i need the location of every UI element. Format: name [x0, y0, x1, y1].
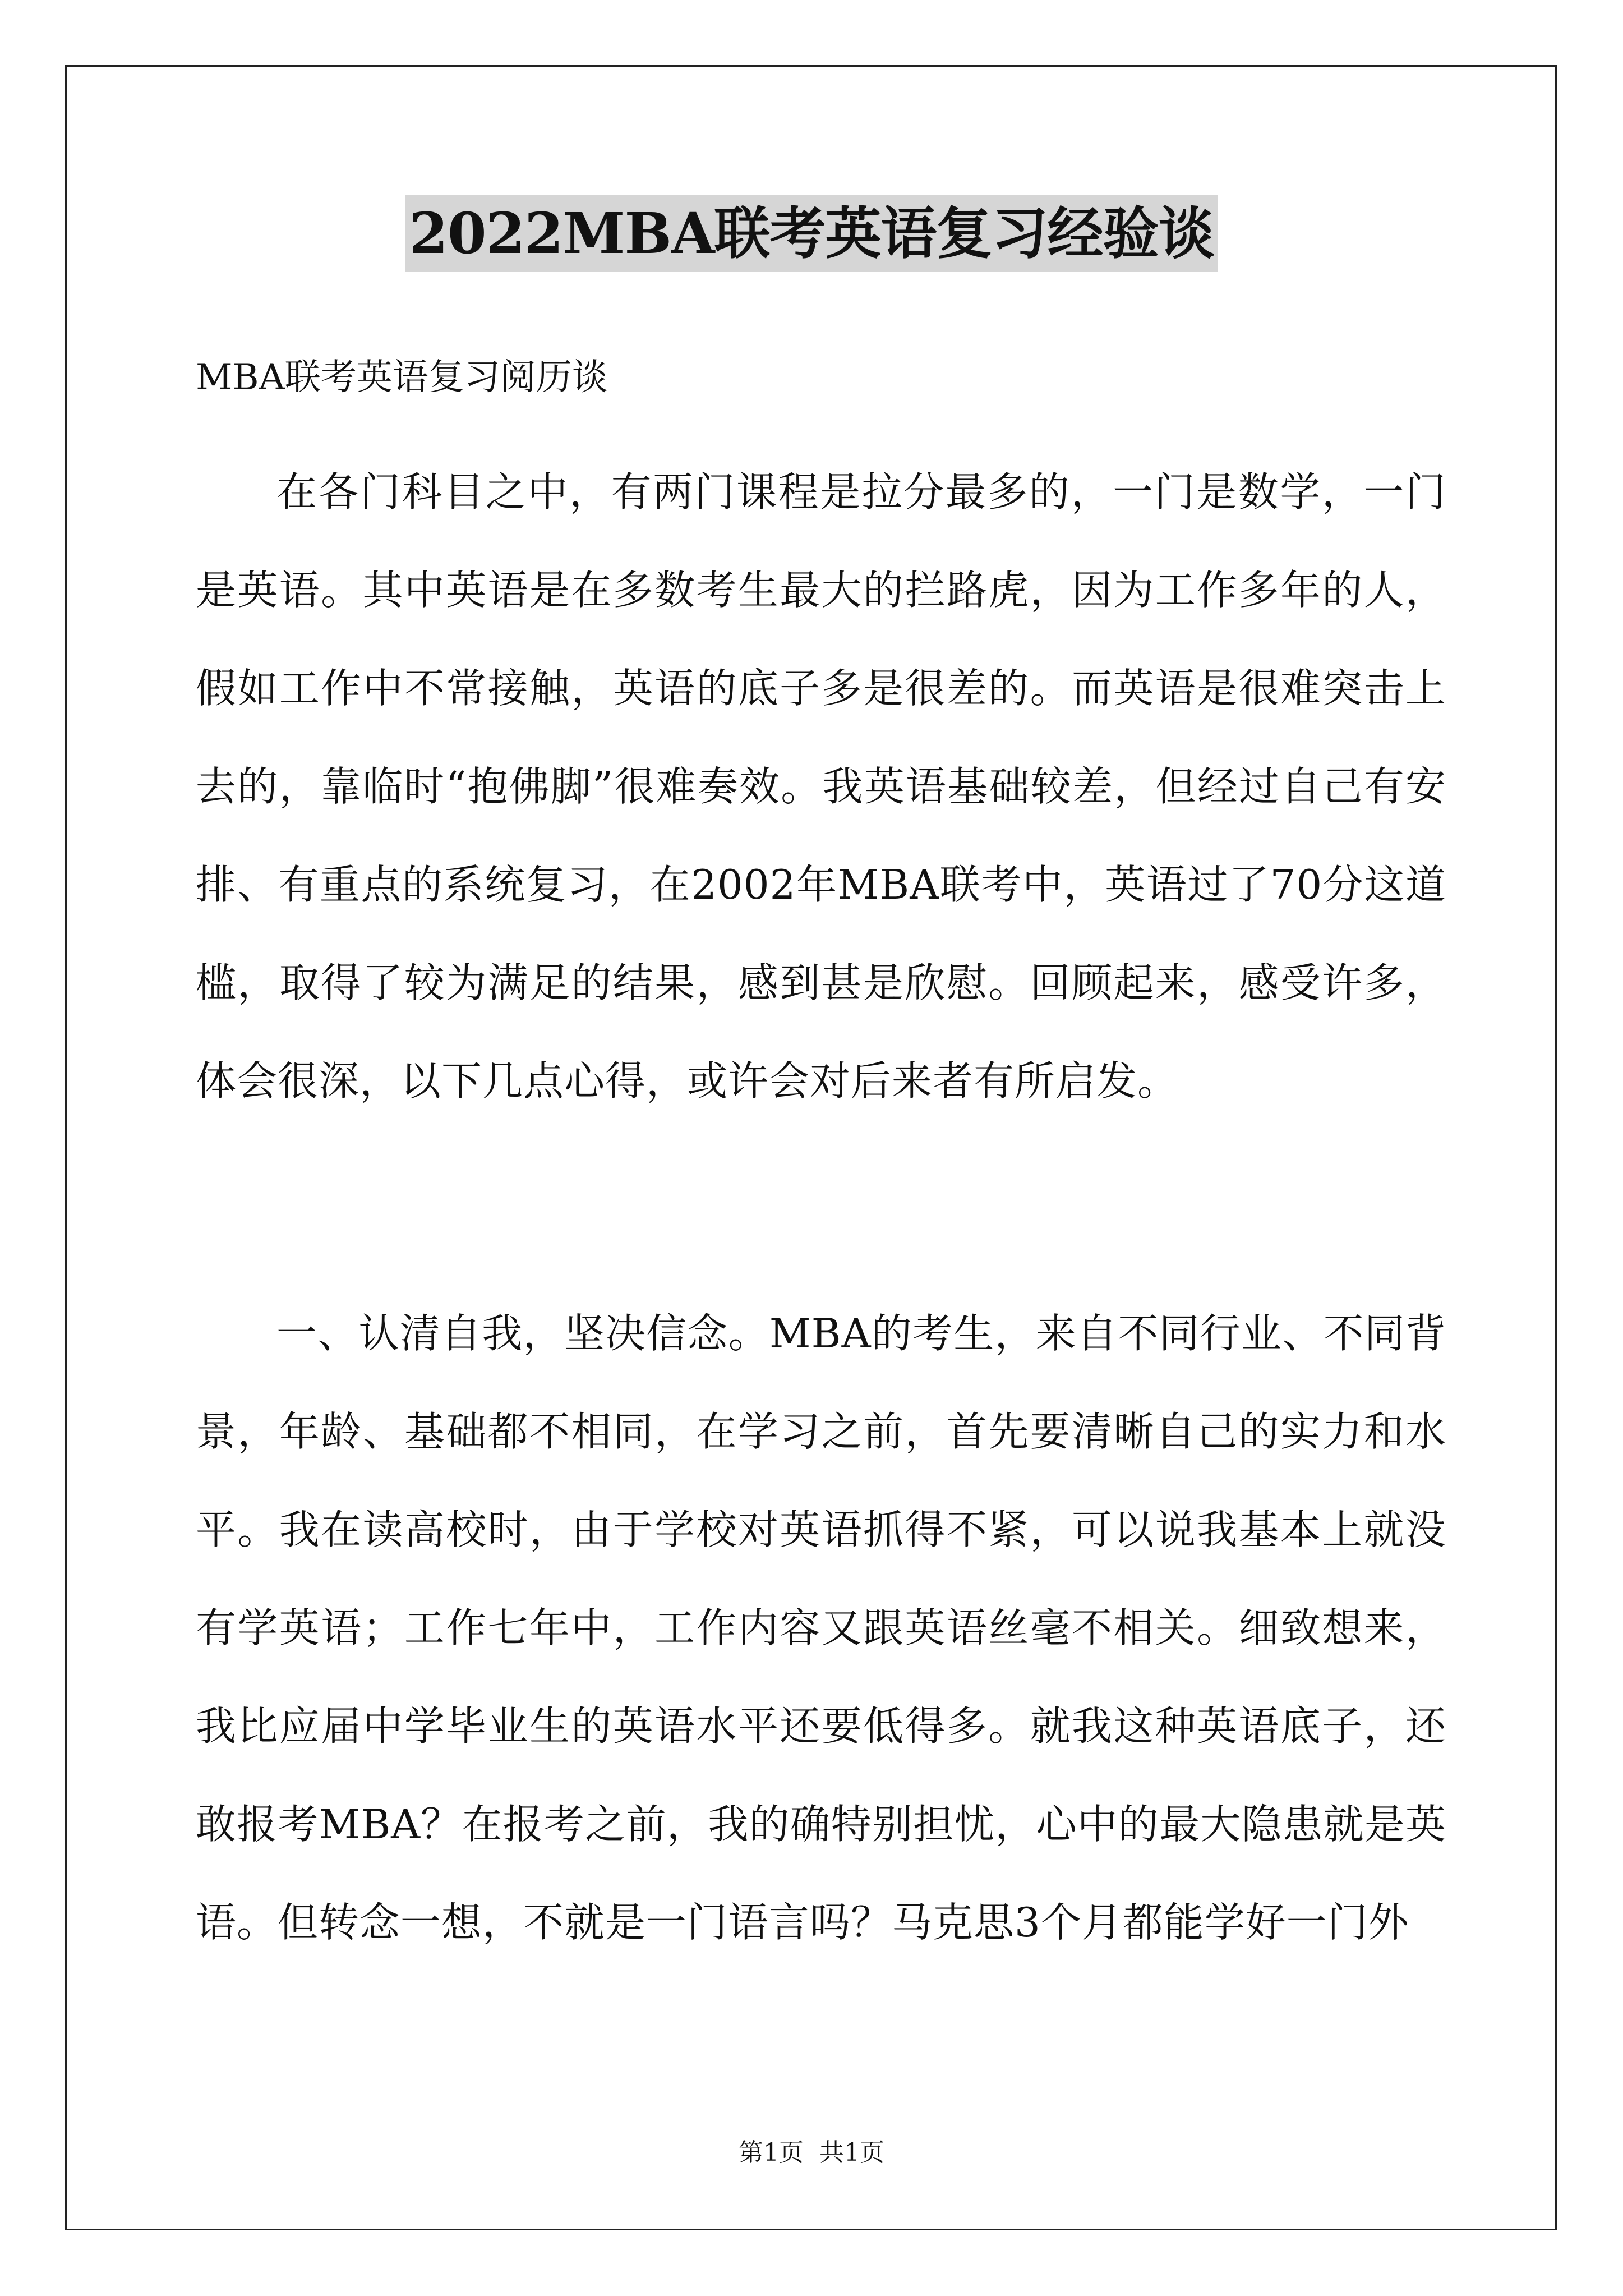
document-subtitle: MBA联考英语复习阅历谈	[196, 357, 608, 398]
page-footer	[0, 2136, 1623, 2170]
paragraph-section-one: 一、认清自我，坚决信念。MBA的考生，来自不同行业、不同背景，年龄、基础都不相同，在学习之前，首先要清晰自己的实力和水平。我在读高校时，由于学校对英语抓得不紧，可以说我基本上就没有学英语；工作七年中，工作内容又跟英语丝毫不相关。细致想来，我比应届中学毕业生的英语水平还要低得多。就我这种英语底子，还敢报考MBA？在报考之前，我的确特别担忧，心中的最大隐患就是英语。但转念一想，不就是一门语言吗？马克思3个月都能学好一门外	[196, 1310, 1446, 1946]
page-number-current: 第1页	[739, 2138, 804, 2167]
page-number-total: 共1页	[819, 2138, 884, 2167]
paragraph-intro: 在各门科目之中，有两门课程是拉分最多的，一门是数学，一门是英语。其中英语是在多数考生最大的拦路虎，因为工作多年的人，假如工作中不常接触，英语的底子多是很差的。而英语是很难突击上去的，靠临时“抱佛脚”很难奏效。我英语基础较差，但经过自己有安排、有重点的系统复习，在2002年MBA联考中，英语过了70分这道槛，取得了较为满足的结果，感到甚是欣慰。回顾起来，感受许多，体会很深，以下几点心得，或许会对后来者有所启发。	[196, 468, 1446, 1105]
title-container	[0, 195, 1623, 272]
document-title: 2022MBA联考英语复习经验谈	[405, 195, 1217, 272]
